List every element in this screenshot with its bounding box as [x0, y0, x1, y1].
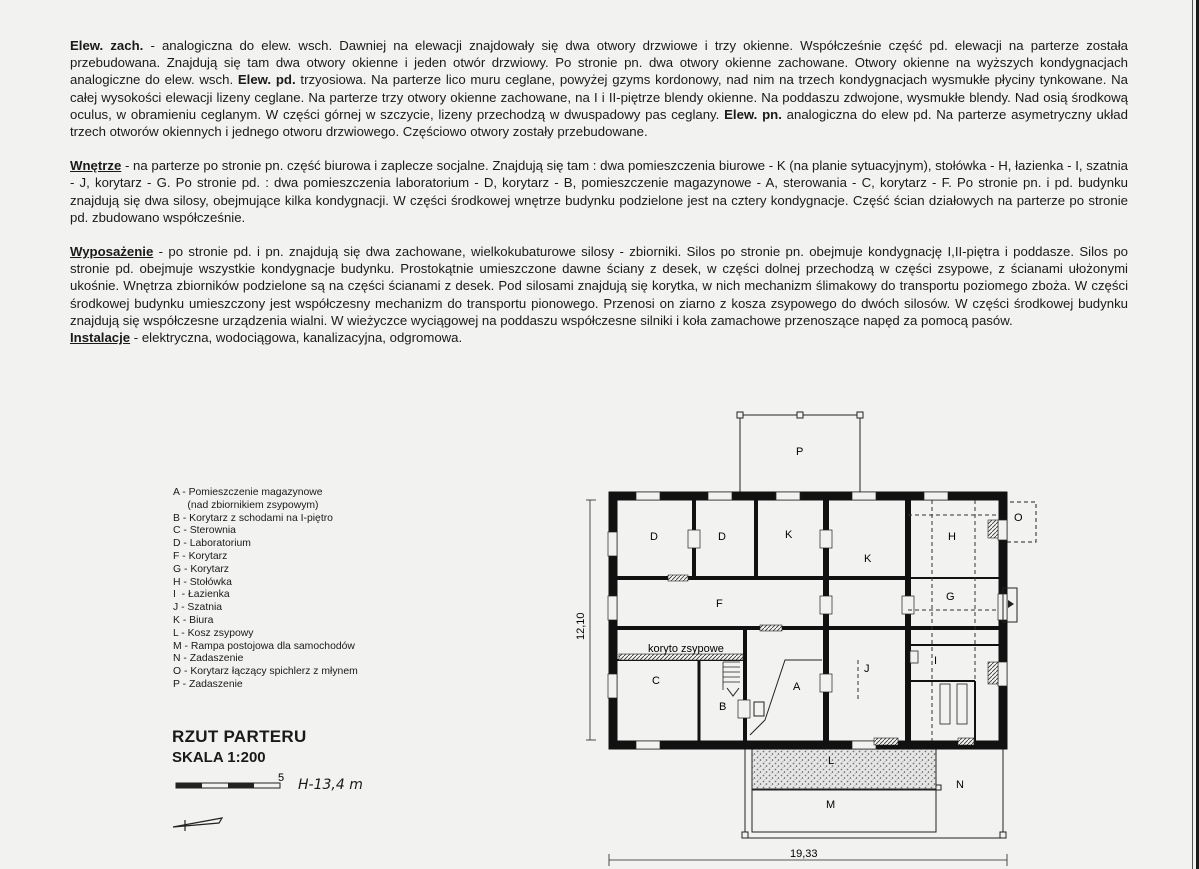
legend-item: N - Zadaszenie [173, 653, 244, 665]
instalacje-text: - elektryczna, wodociągowa, kanalizacyjna, odgromowa. [130, 330, 463, 346]
legend-item: I - Łazienka [173, 589, 230, 601]
scale-end-label: 5 [278, 772, 285, 784]
room-j: J [864, 663, 870, 675]
elew-pn-title: Elew. pn. [724, 106, 782, 122]
legend-item: B - Korytarz z schodami na I-piętro [173, 512, 333, 524]
legend-item: M - Rampa postojowa dla samochodów [173, 640, 355, 652]
legend-item: H - Stołówka [173, 576, 232, 588]
legend-item: L - Kosz zsypowy [173, 627, 254, 639]
dimension-width [609, 848, 1007, 866]
outer-walls [613, 496, 1003, 745]
height-note: H-13,4 m [298, 777, 363, 793]
plan-scale: SKALA 1:200 [172, 749, 266, 766]
room-f: F [716, 598, 723, 610]
north-arrow [173, 818, 222, 831]
legend-item: C - Sterownia [173, 525, 236, 537]
room-b: B [719, 701, 727, 713]
elew-pn-text: analogiczna do elew pd. Na parterze asymetryczny układ trzech otworów okiennych i jednego otworu drzwiowego. Częściowo otwory zostały przebudowane. [70, 106, 1128, 140]
room-n: N [956, 779, 964, 791]
legend-item: F - Korytarz [173, 550, 228, 562]
legend-item: P - Zadaszenie [173, 678, 243, 690]
elew-zach-title: Elew. zach. [70, 38, 144, 53]
wnetrze-text: - na parterze po stronie pn. część biurowa i zaplecze socjalne. Znajdują się tam : dwa pomieszczenia biurowe - K (na planie sytuacyjnym), stołówka - H, łazienka - I, szatnia - J, korytarz - G. Po stronie pd. : dwa pomieszczenia laboratorium - D, korytarz - B, pomieszczenie magazynowe - A, sterowania - C, korytarz - F. Po stronie pn. i pd. budynku znajdują się dwa silosy, obejmujące kilka kondygnacji. W części środkowej wnętrze budynku podzielone jest na cztery kondygnacje. Część ścian działowych na parterze po stronie pd. zbudowano współcześnie. [70, 158, 1128, 225]
dimension-height [575, 500, 596, 740]
instalacje-title: Instalacje [70, 330, 131, 346]
room-l: L [828, 755, 835, 767]
room-d2: D [718, 531, 726, 543]
room-a: A [793, 681, 801, 693]
room-k1: K [785, 529, 793, 541]
legend-item: D - Laboratorium [173, 538, 251, 550]
room-o: O [1014, 512, 1023, 524]
legend-item: J - Szatnia [173, 602, 223, 614]
elew-zach-text: - analogiczna do elew. wsch. Dawniej na elewacji znajdowały się dwa otwory drzwiowe i trzy okienne. Współcześnie część pd. elewacji na parterze została przebudowana. Znajdują się tam dwa otwory okienne i jeden otwór drzwiowy. Po stronie pn. dwa otwory okienne zachowane. Otwory okienne na wyższych kondygnacjach analogiczne do elew. wsch. [70, 38, 1128, 88]
room-k2: K [864, 553, 872, 565]
wnetrze-title: Wnętrze [70, 158, 122, 174]
wyposazenie-title: Wyposażenie [70, 244, 154, 260]
room-c: C [652, 675, 660, 687]
width-dim-label: 19,33 [790, 848, 818, 860]
interior-walls [617, 500, 999, 741]
room-g: G [946, 591, 955, 603]
legend-item: (nad zbiornikiem zsypowym) [173, 499, 319, 511]
chute-label: koryto zsypowe [648, 643, 724, 655]
wyposazenie-text: - po stronie pd. i pn. znajdują się dwa zachowane, wielkokubaturowe silosy - zbiorniki. Silos po stronie pn. obejmuje kondygnację I,II-piętra i poddasze. Silos po stronie pd. obejmuje wszystkie kondygnacje budynku. Prostokątnie umieszczone dawne ściany z desek, w części dolnej przechodzą w części zsypowe, z ścianami ułożonymi ukośnie. Wnętrza zbiorników podzielone są na części ścianami z desek. Pod silosami znajdują się korytka, w nich mechanizm ślimakowy do transportu poziomego zboża. W części środkowej budynku umieszczony jest współczesny mechanizm do transportu pionowego. Przenosi on ziarno z kosza zsypowego do dwóch silosów. W części środkowej budynku znajdują się współczesne urządzenia wialni. W wieżyczce wyciągowej na poddaszu współczesne silniki i koła zamachowe przenoszące napęd za pomocą pasów. [70, 244, 1128, 328]
room-p: P [796, 446, 804, 458]
room-m: M [826, 799, 836, 811]
legend-item: K - Biura [173, 614, 214, 626]
room-h: H [948, 531, 956, 543]
plan-title: RZUT PARTERU [172, 727, 307, 746]
legend-item: A - Pomieszczenie magazynowe [173, 487, 323, 498]
dashed-lines [858, 500, 999, 741]
legend-item: G - Korytarz [173, 563, 230, 575]
elew-pd-text: trzyosiowa. Na parterze lico muru ceglane, powyżej gzyms kordonowy, nad nim na trzech kondygnacjach wysmukłe płyciny tynkowane. Na całej wysokości elewacji lizeny ceglane. Na parterze trzy otwory okienne zachowane, na I i II-piętrze blendy okienne. Na poddaszu zdwojone, wysmukłe blendy. Nad osią środkową oculus, w obramieniu ceglanym. W części górnej w szczycie, lizeny przechodzą w dwuspadowy pas ceglany. [70, 72, 1128, 122]
hatched-infills [668, 520, 998, 745]
legend-item: O - Korytarz łączący spichlerz z młynem [173, 666, 358, 678]
room-i: I [934, 655, 938, 667]
room-d1: D [650, 531, 658, 543]
hopper-l [752, 745, 936, 789]
height-dim-label: 12,10 [575, 612, 587, 640]
scale-bar [176, 772, 284, 788]
elew-pd-title: Elew. pd. [237, 72, 296, 88]
